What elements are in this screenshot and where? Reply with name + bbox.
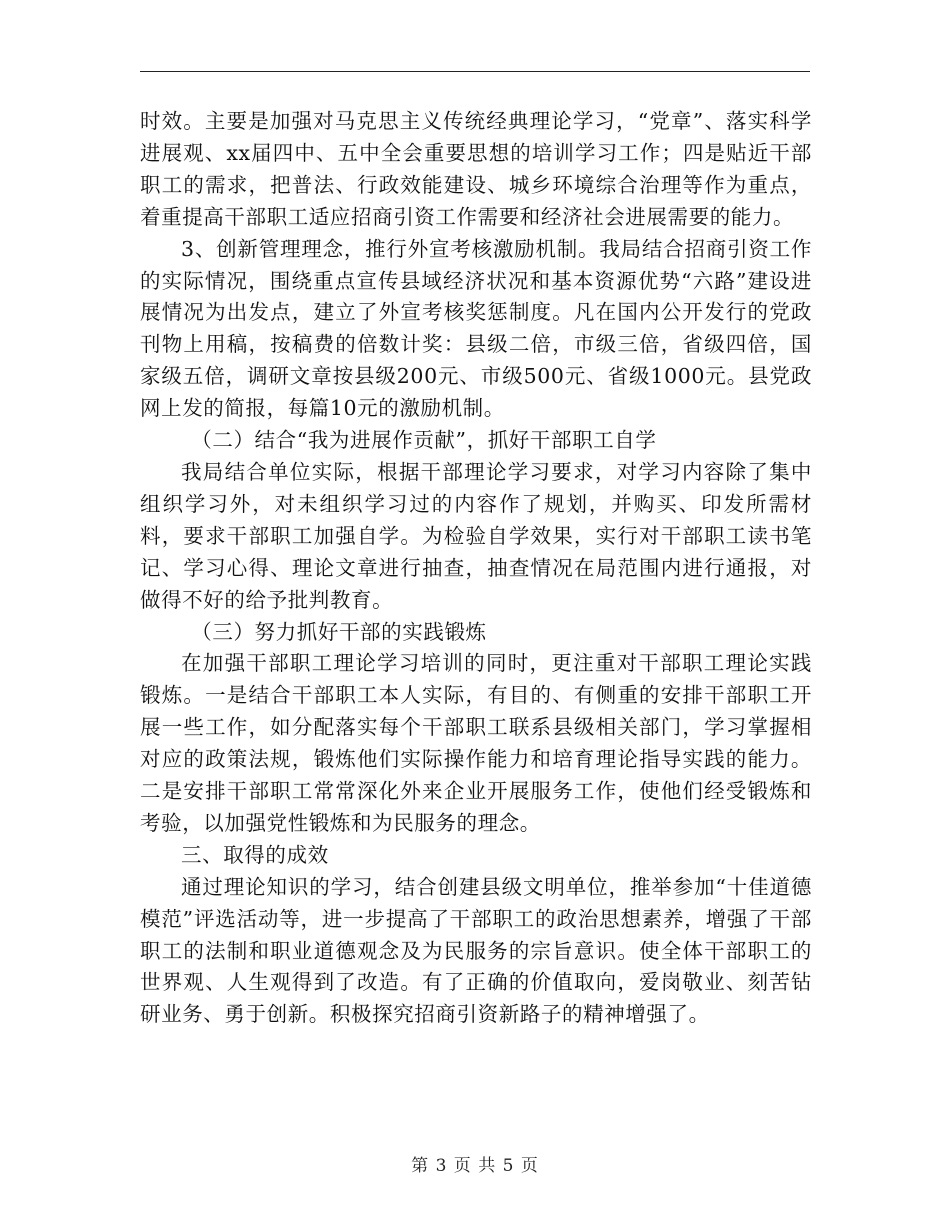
section-heading-2: （二）结合“我为进展作贡献”，抓好干部职工自学 xyxy=(191,428,657,453)
page-number-footer: 第 3 页 共 5 页 xyxy=(411,1156,539,1176)
section-heading-results: 三、取得的成效 xyxy=(181,842,329,867)
paragraph-item-3: 3、创新管理理念，推行外宣考核激励机制。我局结合招商引资工作的实际情况，围绕重点宣传县域经济状况和基本资源优势“六路”建设进展情况为出发点，建立了外宣考核奖惩制度。凡在国内公开发行的党政刊物上用稿，按稿费的倍数计奖：县级二倍，市级三倍，省级四倍，国家级五倍，调研文章按县级200元、市级500元、省级1000元。县党政网上发的简报，每篇10元的激励机制。 xyxy=(140,236,812,421)
document-body xyxy=(140,106,812,1031)
paragraph-results: 通过理论知识的学习，结合创建县级文明单位，推举参加“十佳道德模范”评选活动等，进一步提高了干部职工的政治思想素养，增强了干部职工的法制和职业道德观念及为民服务的宗旨意识。使全体干部职工的世界观、人生观得到了改造。有了正确的价值取向，爱岗敬业、刻苦钻研业务、勇于创新。积极探究招商引资新路子的精神增强了。 xyxy=(140,874,812,1027)
header-rule xyxy=(140,71,810,72)
section-heading-3: （三）努力抓好干部的实践锻炼 xyxy=(191,619,487,644)
paragraph-practice: 在加强干部职工理论学习培训的同时，更注重对干部职工理论实践锻炼。一是结合干部职工本人实际，有目的、有侧重的安排干部职工开展一些工作，如分配落实每个干部职工联系县级相关部门，学习掌握相对应的政策法规，锻炼他们实际操作能力和培育理论指导实践的能力。二是安排干部职工常常深化外来企业开展服务工作，使他们经受锻炼和考验，以加强党性锻炼和为民服务的理念。 xyxy=(140,651,812,835)
paragraph-self-study: 我局结合单位实际，根据干部理论学习要求，对学习内容除了集中组织学习外，对未组织学习过的内容作了规划，并购买、印发所需材料，要求干部职工加强自学。为检验自学效果，实行对干部职工读书笔记、学习心得、理论文章进行抽查，抽查情况在局范围内进行通报，对做得不好的给予批判教育。 xyxy=(140,459,812,612)
paragraph-continuation: 时效。主要是加强对马克思主义传统经典理论学习，“党章”、落实科学进展观、xx届四中、五中全会重要思想的培训学习工作；四是贴近干部职工的需求，把普法、行政效能建设、城乡环境综合治理等作为重点，着重提高干部职工适应招商引资工作需要和经济社会进展需要的能力。 xyxy=(140,109,812,229)
